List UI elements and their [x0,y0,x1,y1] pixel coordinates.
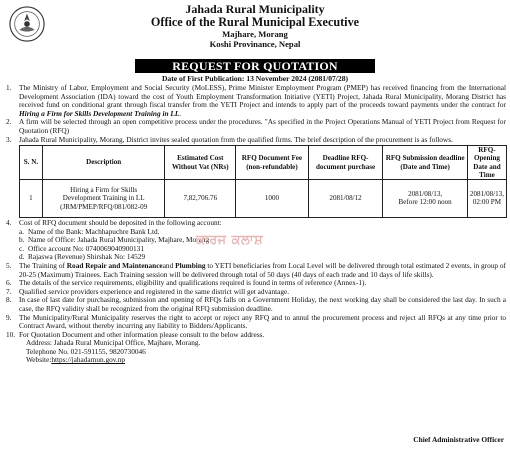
publication-date: Date of First Publication: 13 November 2024 (2081/07/28) [161,74,349,83]
municipality-name: Jahada Rural Municipality [185,2,325,16]
trade-road-repair: Road Repair and Maintenance [66,260,163,270]
office-telephone: Telephone No. 021-591155, 9820730046 [26,346,146,356]
website-link[interactable]: https://jahadamun.gov.np [51,355,126,365]
paragraph-number: 2. [6,117,12,127]
paragraph-1: 1. The Ministry of Labor, Employment and Social Security (MoLESS), Prime Minister Employment Program (PMEP) has received financing from the International Development Association (IDA) toward the cost of Youth Employment Transformation Initiative (YETI) Project, Jahada Rural Municipality, Morang District has received fund on conditional grant through fiscal transfer from the YETI Project and intends to apply part of the proceeds toward payments under the contract for Hiring a Firm for Skills Development Training in LL. [6,83,506,118]
table-header-row [20,146,507,180]
office-location: Majhare, Morang [222,29,288,39]
paragraph-number: 5. [6,260,12,270]
paragraph-text: Cost of RFQ document should be deposited in the following account: [19,217,222,227]
paragraph-text: Jahada Rural Municipality, Morang, District invites sealed quotation from the qualified firms. The brief description of the procurement is as follows. [19,134,453,144]
trade-plumbing: Plumbing [175,260,206,270]
paragraph-10 [6,331,506,340]
paragraph-number: 7. [6,286,12,296]
cell-estimated-cost: 7,82,706.76 [165,179,236,217]
paragraph-3 [6,136,506,145]
header-opening-date: RFQ-Opening Date and Time [467,146,506,180]
cell-document-fee: 1000 [236,179,309,217]
office-address: Address: Jahada Rural Municipal Office, Majhare, Morang. [26,338,201,348]
paragraph-number: 10. [6,329,16,339]
province: Koshi Provinance, Nepal [209,39,301,49]
cell-description: Hiring a Firm for Skills Development Training in LL (JRM/PMEP/RFQ/081/082-09 [42,179,165,217]
header-deadline-purchase: Deadline RFQ-document purchase [308,146,383,180]
contract-name: Hiring a Firm for Skills Development Training in LL [19,108,180,118]
header-estimated-cost: Estimated Cost Without Vat (NRs) [165,146,236,180]
cell-deadline-purchase: 2081/08/12 [308,179,383,217]
paragraph-9 [6,314,506,331]
watermark-logo: ਕਾਰਜ ਕਲਾਸ਼ [196,233,264,248]
office-name: Office of the Rural Municipal Executive [150,15,360,29]
paragraph-number: 9. [6,312,12,322]
table-row [20,179,507,217]
paragraph-text: The Ministry of Labor, Employment and Social Security (MoLESS), Prime Minister Employment Program (PMEP) has received financing from the International Development Association (IDA) toward the cost of Youth Employment Transformation Initiative (YETI) Project, Jahada Rural Municipality, Morang District has received fund on conditional grant through fiscal transfer from the YETI Project and intends to apply part of the proceeds toward payments under the contract for [19,83,506,110]
paragraph-number: 1. [6,83,12,92]
notice-body [6,84,506,365]
header-sn: S. N. [20,146,43,180]
paragraph-5: 5. The Training of Road Repair and Maintenanceand Plumbing to YETI beneficiaries from Local Level will be delivered through total estimated 2 events, in group of 20-25 (Maximum) Trainees. Each Training session will be delivered through total of 50 days (40 days of each trade and 10 days of life skills). [6,260,506,279]
paragraph-8 [6,296,506,313]
cell-sn: 1 [20,179,43,217]
paragraph-number: 3. [6,134,12,144]
paragraph-text: In case of last date for purchasing, submission and opening of RFQs falls on a Government Holiday, the next working day shall be considered the last day. In such a case, the RFQ validity shall be recognized from the original RFQ submission deadline. [19,295,506,313]
notice-title: REQUEST FOR QUOTATION [135,59,375,73]
paragraph-text: The details of the service requirements, eligibility and qualifications required is found in terms of reference (Annex-1). [19,278,367,288]
paragraph-text: A firm will be selected through an open competitive process under the procedures. "As specified in the Project Operations Manual of YETI Project from Request for Quotation (RFQ) [19,117,506,135]
header-description: Description [42,146,165,180]
paragraph-number: 6. [6,278,12,288]
paragraph-number: 8. [6,295,12,305]
signatory: Chief Administrative Officer [413,435,504,444]
paragraph-2 [6,118,506,135]
procurement-table [19,145,507,218]
cell-opening-date: 2081/08/13, 02:00 PM [467,179,506,217]
paragraph-number: 4. [6,217,12,227]
bank-item: d. Rajaswa (Revenue) Shirshak No: 14529 [19,252,146,262]
header-submission-deadline: RFQ Submission deadline (Date and Time) [383,146,468,180]
office-website: Website:https://jahadamun.gov.np [26,355,126,365]
letterhead [0,3,510,49]
bank-item: c. Office account No: 0740069040900131 [19,243,144,253]
paragraph-text: Qualified service providers experience and registered in the same district will get advantage. [19,286,290,296]
header-document-fee: RFQ Document Fee (non-refundable) [236,146,309,180]
paragraph-text: For Quotation Document and other information please consult to the below address. [19,329,265,339]
paragraph-text: The Municipality/Rural Municipality reserves the right to accept or reject any RFQ and to annul the procurement process and reject all RFQs at any time prior to Contract Award, without thereby incurring any liability to Bidders/Applicants. [19,312,506,331]
cell-submission-deadline: 2081/08/13, Before 12:00 noon [383,179,468,217]
bank-item: a. Name of the Bank: Machhapuchre Bank Ltd. [19,226,160,236]
bank-item: b. Name of Office: Jahada Rural Municipality, Majhare, Morang [19,235,210,245]
